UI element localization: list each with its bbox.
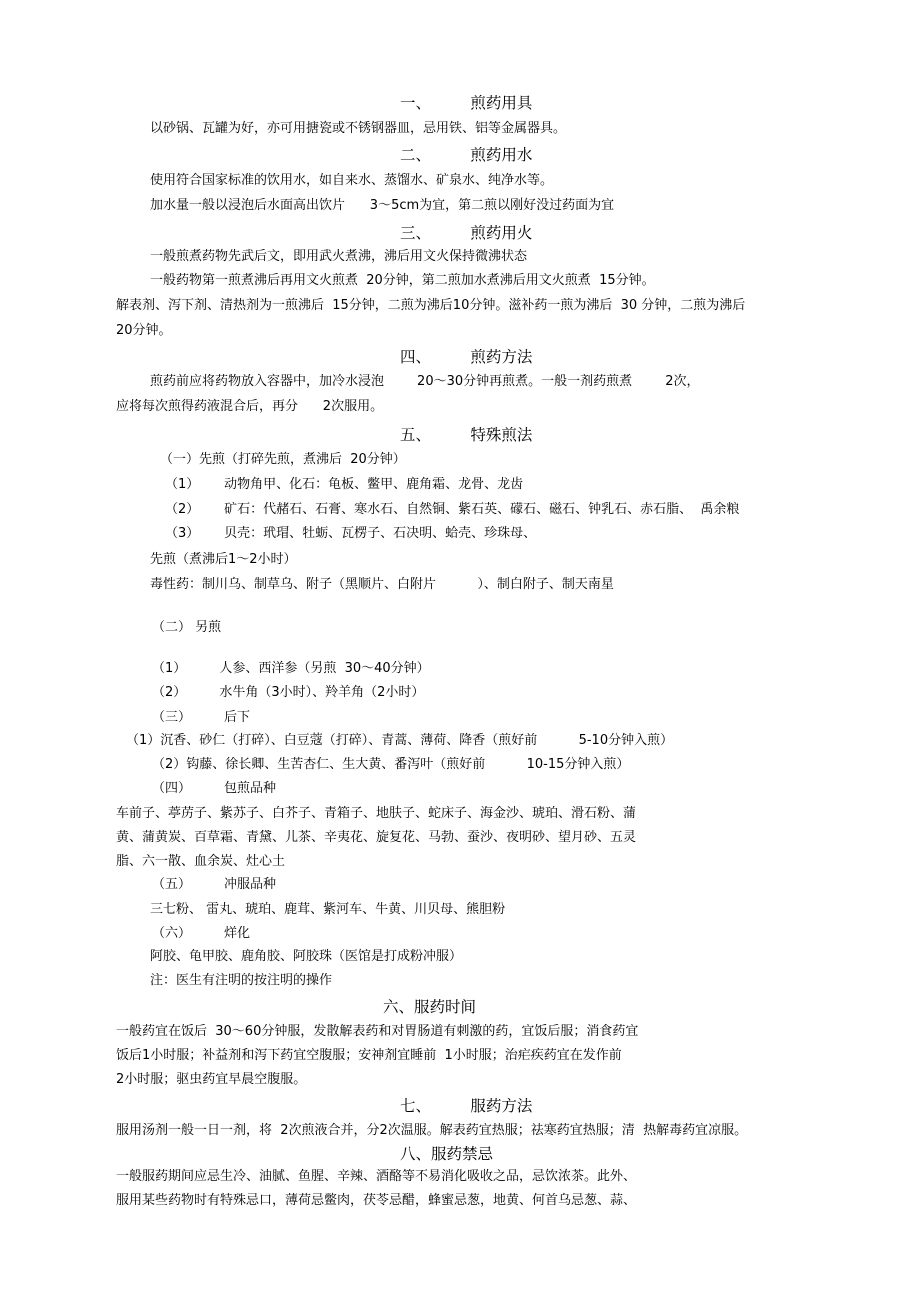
section-1-title: 一、 煎药用具 [400, 94, 533, 112]
section-5-line-3: （2） 矿石：代赭石、石膏、寒水石、自然铜、紫石英、礞石、磁石、钟乳石、赤石脂、 禹余粮 [165, 502, 740, 517]
section-7-line-1: 服用汤剂一般一日一剂，将 2次煎液合并，分2次温服。解表药宜热服；祛寒药宜热服；清 热解毒药宜凉服。 [116, 1123, 748, 1138]
section-5-line-10: （三） 后下 [152, 710, 251, 725]
section-7-title: 七、 服药方法 [400, 1097, 533, 1115]
section-5-line-1: （一）先煎（打碎先煎，煮沸后 20分钟） [160, 452, 406, 467]
section-5-line-18: 三七粉、 雷丸、琥珀、鹿茸、紫河车、牛黄、川贝母、熊胆粉 [150, 902, 506, 917]
section-2-line-1: 使用符合国家标准的饮用水，如自来水、蒸馏水、矿泉水、纯净水等。 [150, 173, 554, 188]
section-3-title: 三、 煎药用火 [400, 224, 533, 242]
section-4-line-2: 应将每次煎得药液混合后，再分 2次服用。 [116, 399, 384, 414]
section-4-line-1: 煎药前应将药物放入容器中，加冷水浸泡 20～30分钟再煎煮。一般一剂药煎煮 2次， [150, 374, 700, 389]
section-8-title: 八、服药禁忌 [400, 1145, 494, 1163]
section-5-line-4: （3） 贝壳：玳瑁、牡蛎、瓦楞子、石决明、蛤壳、珍珠母、 [165, 526, 537, 541]
section-5-line-12: （2）钩藤、徐长卿、生苦杏仁、生大黄、番泻叶（煎好前 10-15分钟入煎） [152, 757, 630, 772]
section-5-line-21: 注：医生有注明的按注明的操作 [150, 973, 333, 988]
section-6-line-1: 一般药宜在饭后 30～60分钟服，发散解表药和对胃肠道有刺激的药，宜饭后服；消食药宜 [116, 1024, 639, 1039]
section-5-line-2: （1） 动物角甲、化石：龟板、鳖甲、鹿角霜、龙骨、龙齿 [165, 477, 524, 492]
section-6-title: 六、服药时间 [383, 998, 477, 1016]
section-5-line-7: （二） 另煎 [152, 620, 222, 635]
section-3-line-3: 解表剂、泻下剂、清热剂为一煎沸后 15分钟，二煎为沸后10分钟。滋补药一煎为沸后 30 分钟，二煎为沸后 [116, 298, 746, 313]
section-2-line-2: 加水量一般以浸泡后水面高出饮片 3～5cm为宜，第二煎以刚好没过药面为宜 [150, 198, 615, 213]
section-3-line-2: 一般药物第一煎煮沸后再用文火煎煮 20分钟，第二煎加水煮沸后用文火煎煮 15分钟。 [150, 273, 655, 288]
section-5-line-14: 车前子、葶苈子、紫苏子、白芥子、青箱子、地肤子、蛇床子、海金沙、琥珀、滑石粉、蒲 [116, 806, 637, 821]
section-6-line-2: 饭后1小时服；补益剂和泻下药宜空腹服；安神剂宜睡前 1小时服；治疟疾药宜在发作前 [116, 1048, 622, 1063]
section-5-title: 五、 特殊煎法 [400, 426, 533, 444]
section-5-line-5: 先煎（煮沸后1～2小时） [150, 552, 297, 567]
section-5-line-15: 黄、蒲黄炭、百草霜、青黛、儿茶、辛夷花、旋复花、马勃、蚕沙、夜明砂、望月砂、五灵 [116, 830, 637, 845]
section-5-line-19: （六） 烊化 [152, 926, 251, 941]
section-6-line-3: 2小时服；驱虫药宜早晨空腹服。 [116, 1072, 307, 1087]
section-3-line-4: 20分钟。 [116, 323, 172, 338]
section-8-line-2: 服用某些药物时有特殊忌口，薄荷忌鳖肉，茯苓忌醋，蜂蜜忌葱，地黄、何首乌忌葱、蒜、 [116, 1193, 637, 1208]
section-5-line-13: （四） 包煎品种 [152, 781, 277, 796]
section-5-line-11: （1）沉香、砂仁（打碎）、白豆蔻（打碎）、青蒿、薄荷、降香（煎好前 5-10分钟入煎） [126, 733, 674, 748]
section-4-title: 四、 煎药方法 [400, 348, 533, 366]
section-5-line-8: （1） 人参、西洋参（另煎 30～40分钟） [152, 661, 430, 676]
section-1-line-1: 以砂锅、瓦罐为好，亦可用搪瓷或不锈钢器皿，忌用铁、铝等金属器具。 [150, 121, 567, 136]
section-3-line-1: 一般煎煮药物先武后文，即用武火煮沸，沸后用文火保持微沸状态 [150, 249, 528, 264]
section-8-line-1: 一般服药期间应忌生冷、油腻、鱼腥、辛辣、酒酪等不易消化吸收之品，忌饮浓茶。此外、 [116, 1169, 637, 1184]
section-5-line-9: （2） 水牛角（3小时）、羚羊角（2小时） [152, 685, 425, 700]
section-5-line-6: 毒性药：制川乌、制草乌、附子（黑顺片、白附片 ）、制白附子、制天南星 [150, 577, 614, 592]
section-2-title: 二、 煎药用水 [400, 146, 533, 164]
section-5-line-17: （五） 冲服品种 [152, 877, 277, 892]
section-5-line-16: 脂、六一散、血余炭、灶心土 [116, 854, 286, 869]
section-5-line-20: 阿胶、龟甲胶、鹿角胶、阿胶珠（医馆是打成粉冲服） [150, 949, 463, 964]
